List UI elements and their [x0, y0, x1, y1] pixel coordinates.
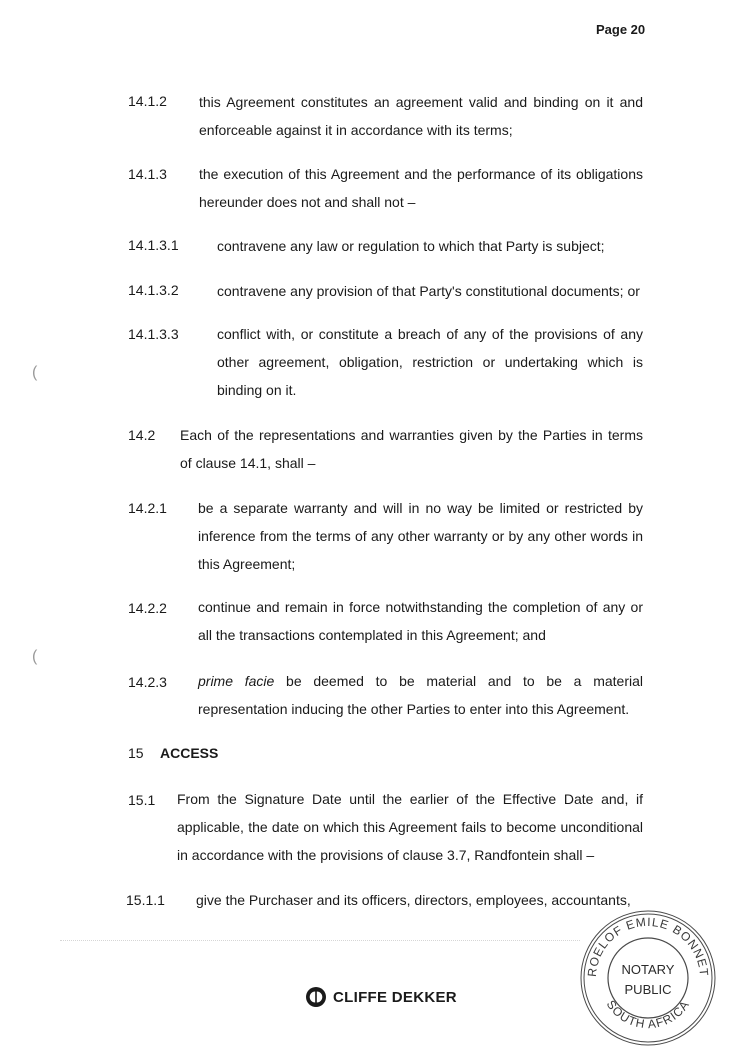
- section-heading: ACCESS: [160, 745, 219, 761]
- clause-number: 15.1.1: [126, 892, 165, 908]
- clause-number: 14.1.3.1: [128, 237, 179, 253]
- stamp-line-2: PUBLIC: [624, 982, 672, 997]
- clause-number: 14.2.1: [128, 500, 167, 516]
- clause-number: 14.2: [128, 427, 156, 443]
- latin-term: prime facie: [198, 673, 275, 689]
- clause-number: 15.1: [128, 792, 156, 808]
- clause-number: 14.1.3: [128, 166, 167, 182]
- scan-mark: (: [32, 364, 38, 381]
- svg-text:SOUTH AFRICA: [604, 998, 693, 1032]
- clause-text-rest: be deemed to be material and to be a material representation inducing the other Parties to enter into this Agreement.: [198, 673, 643, 717]
- clause-text: the execution of this Agreement and the performance of its obligations hereunder does not and shall not –: [199, 166, 643, 210]
- clause-text: Each of the representations and warranties given by the Parties in terms of clause 14.1, shall –: [180, 427, 643, 471]
- clause-text: continue and remain in force notwithstanding the completion of any or all the transactions contemplated in this Agreement; and: [198, 599, 643, 643]
- clause-text: contravene any law or regulation to which that Party is subject;: [217, 238, 605, 254]
- clause-text: be a separate warranty and will in no way be limited or restricted by inference from the terms of any other warranty or by any other words in this Agreement;: [198, 500, 643, 572]
- stamp-line-1: NOTARY: [621, 962, 675, 977]
- notary-stamp: [578, 908, 718, 1048]
- footer-logo-text: CLIFFE DEKKER: [333, 988, 457, 1006]
- cd-logo-icon: [305, 986, 327, 1008]
- footer-logo: [305, 986, 457, 1008]
- clause-text: conflict with, or constitute a breach of any of the provisions of any other agreement, obligation, restriction or undertaking which is binding on it.: [217, 326, 643, 398]
- clause-number: 14.1.3.2: [128, 282, 179, 298]
- footer-rule: [60, 940, 580, 941]
- clause-number: 14.2.2: [128, 600, 167, 616]
- page-number: Page 20: [596, 22, 646, 37]
- stamp-top-text: ROELOF EMILE BONNET: [584, 914, 712, 978]
- clause-text: From the Signature Date until the earlier of the Effective Date and, if applicable, the date on which this Agreement fails to become unconditional in accordance with the provisions of clause 3.7, Randfontein shall –: [177, 791, 643, 863]
- clause-text: give the Purchaser and its officers, directors, employees, accountants,: [196, 892, 631, 908]
- section-number: 15: [128, 745, 144, 761]
- clause-text: [198, 667, 643, 723]
- clause-text: this Agreement constitutes an agreement valid and binding on it and enforceable against it in accordance with its terms;: [199, 94, 643, 138]
- scan-mark: (: [32, 648, 38, 665]
- clause-number: 14.1.3.3: [128, 326, 179, 342]
- clause-number: 14.2.3: [128, 674, 167, 690]
- clause-text: contravene any provision of that Party's constitutional documents; or: [217, 283, 640, 299]
- clause-number: 14.1.2: [128, 93, 167, 109]
- stamp-bottom-text: SOUTH AFRICA: [603, 997, 693, 1032]
